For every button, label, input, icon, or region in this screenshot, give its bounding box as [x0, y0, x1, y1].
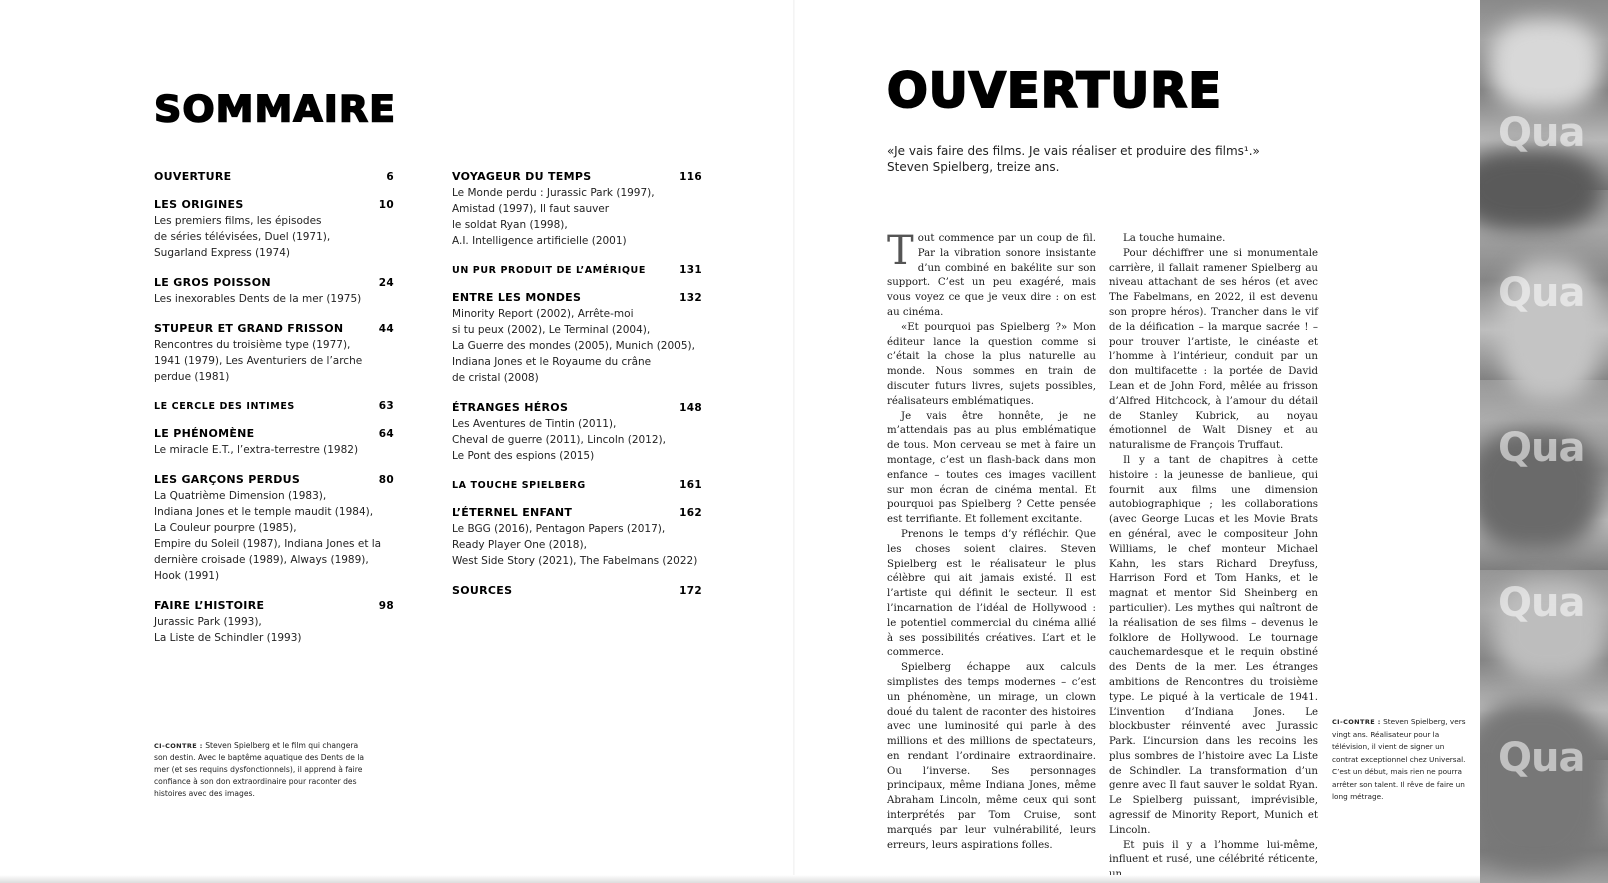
toc-entry-heading [154, 599, 394, 612]
toc-entry [452, 170, 702, 249]
toc-entry-label: UN PUR PRODUIT DE L’AMÉRIQUE [452, 265, 646, 276]
toc-description-line: Hook (1991) [154, 570, 220, 582]
paragraph-text: out commence par un coup de fil. Par la vibration sonore insistante d’un combiné en bakélite sur son support. C’est un peu exagéré, mais vous voyez ce que je veux dire : on est au cinéma. [887, 233, 1096, 318]
toc-entry-page-number: 148 [679, 402, 702, 414]
toc-entry-label: STUPEUR ET GRAND FRISSON [154, 322, 344, 335]
toc-entry-description [154, 337, 394, 385]
toc-entry [452, 506, 702, 569]
toc-description-line: de séries télévisées, Duel (1971), [154, 231, 331, 243]
toc-entry [154, 198, 394, 261]
toc-entry-description [154, 442, 394, 458]
toc-description-line: 1941 (1979), Les Aventuriers de l’arche [154, 355, 363, 367]
toc-entry-label: LA TOUCHE SPIELBERG [452, 480, 586, 491]
toc-entry-heading [154, 198, 394, 211]
toc-entry [452, 401, 702, 464]
toc-description-line: Rencontres du troisième type (1977), [154, 339, 351, 351]
toc-entry-heading [452, 479, 702, 491]
body-paragraph: Je vais être honnête, je ne m’attendais pas au plus emblématique de tous. Mon cerveau se met à faire un montage, c’est un flash-back dans mon enfance – toutes ces images vacillent sur mon écran de cinéma mental. Et pourquoi pas Spielberg ? Cette pensée est terrifiante. Et follement excitante. [887, 410, 1096, 526]
toc-entry-page-number: 63 [378, 400, 394, 412]
toc-entry-page-number: 10 [378, 199, 394, 211]
toc-entry-page-number: 80 [378, 474, 394, 486]
toc-entry-description [452, 521, 702, 569]
toc-entry-page-number: 131 [679, 264, 702, 276]
caption-lead: CI-CONTRE : [1332, 718, 1381, 726]
toc-description-line: Sugarland Express (1974) [154, 247, 290, 259]
toc-entry-label: LES GARÇONS PERDUS [154, 473, 301, 486]
toc-entry-heading [452, 506, 702, 519]
photo-caption-left [154, 740, 369, 800]
toc-entry-page-number: 116 [679, 171, 702, 183]
toc-description-line: Les premiers films, les épisodes [154, 215, 322, 227]
toc-description-line: de cristal (2008) [452, 372, 539, 384]
body-column-2 [1109, 232, 1318, 883]
toc-entry-label: ENTRE LES MONDES [452, 291, 582, 304]
toc-description-line: Amistad (1997), Il faut sauver [452, 203, 610, 215]
body-paragraph: Il y a tant de chapitres à cette histoire : la jeunesse de banlieue, qui fournit aux films une dimension autobiographique ; les collaborations (avec George Lucas et les Movie Brats en général, avec le compositeur John Williams, le chef monteur Michael Kahn, les stars Richard Dreyfuss, Harrison Ford et Tom Hanks, et le magnat et mentor Sid Sheinberg en particulier). Les mythes qui naîtront de la réalisation de ses films – devenus le folklore de Hollywood. Le tournage cauchemardesque et le requin obstiné des Dents de la mer. Les étranges ambitions de Rencontres du troisième type. Le piqué à la verticale de 1941. L’invention d’Indiana Jones. Le blockbuster réinventé avec Jurassic Park. L’incursion dans les recoins les plus sombres de l’histoire avec La Liste de Schindler. La transformation d’un genre avec Il faut sauver le soldat Ryan. Le Spielberg puissant, imprévisible, agressif de Minority Report, Munich et Lincoln. [1109, 454, 1318, 836]
toc-entry [154, 276, 394, 307]
toc-entry-label: LE CERCLE DES INTIMES [154, 401, 295, 412]
toc-entry-page-number: 98 [378, 600, 394, 612]
toc-entry [154, 473, 394, 584]
toc-entry [154, 427, 394, 458]
toc-entry-label: FAIRE L’HISTOIRE [154, 599, 265, 612]
epigraph [887, 143, 1307, 175]
toc-description-line: perdue (1981) [154, 371, 230, 383]
toc-entry-heading [452, 584, 702, 597]
toc-entry-heading [452, 170, 702, 183]
toc-entry-label: VOYAGEUR DU TEMPS [452, 170, 592, 183]
toc-description-line: Le miracle E.T., l’extra-terrestre (1982) [154, 444, 359, 456]
watermark: Qua [1498, 580, 1585, 626]
toc-entry-description [154, 488, 394, 584]
toc-entry-label: LES ORIGINES [154, 198, 244, 211]
body-paragraph: «Et pourquoi pas Spielberg ?» Mon éditeur lance la question comme si c’était la chose la plus naturelle au monde. Nous sommes en train de discuter futurs livres, sujets possibles, réalisateurs emblématiques. [887, 321, 1096, 407]
toc-description-line: Les Aventures de Tintin (2011), [452, 418, 617, 430]
toc-entry-heading [452, 401, 702, 414]
toc-entry [154, 322, 394, 385]
photo-image [1480, 0, 1608, 883]
toc-entry-description [452, 306, 702, 386]
toc-entry-label: L’ÉTERNEL ENFANT [452, 506, 573, 519]
toc-entry-page-number: 172 [679, 585, 702, 597]
toc-entry-page-number: 24 [378, 277, 394, 289]
toc-column-1 [154, 170, 394, 661]
toc-entry-heading [154, 170, 394, 183]
caption-lead: CI-CONTRE : [154, 742, 203, 750]
body-paragraph: Prenons le temps d’y réfléchir. Que les choses soient claires. Steven Spielberg est le réalisateur le plus célèbre qui ait jamais existé. Il est l’artiste qui définit le secteur. Il est l’incarnation de l’idéal de Hollywood : le potentiel commercial du cinéma allié à ses possibilités créatives. L’art et le commerce. [887, 528, 1096, 659]
toc-description-line: Minority Report (2002), Arrête-moi [452, 308, 634, 320]
toc-entry-page-number: 162 [679, 507, 702, 519]
epigraph-quote: «Je vais faire des films. Je vais réaliser et produire des films¹.» [887, 144, 1260, 158]
photo-caption-right [1332, 716, 1467, 804]
toc-description-line: Jurassic Park (1993), [154, 616, 262, 628]
toc-entry-description [452, 185, 702, 249]
toc-entry-page-number: 132 [679, 292, 702, 304]
body-paragraph: Et puis il y a l’homme lui-même, influent et rusé, une célébrité réticente, [1109, 839, 1318, 866]
watermark: Qua [1498, 270, 1585, 316]
page-title: SOMMAIRE [154, 88, 397, 130]
toc-entry-label: OUVERTURE [154, 170, 232, 183]
body-paragraph: La touche humaine. [1123, 233, 1226, 244]
toc-description-line: Le BGG (2016), Pentagon Papers (2017), [452, 523, 666, 535]
toc-description-line: le soldat Ryan (1998), [452, 219, 568, 231]
toc-description-line: Le Monde perdu : Jurassic Park (1997), [452, 187, 655, 199]
toc-entry-heading [452, 264, 702, 276]
toc-description-line: Empire du Soleil (1987), Indiana Jones et la [154, 538, 382, 550]
toc-description-line: La Liste de Schindler (1993) [154, 632, 302, 644]
toc-description-line: West Side Story (2021), The Fabelmans (2022) [452, 555, 698, 567]
drop-cap: T [887, 228, 914, 274]
toc-entry-description [452, 416, 702, 464]
toc-entry [452, 479, 702, 491]
body-paragraph [887, 228, 1096, 321]
toc-entry-heading [154, 473, 394, 486]
toc-description-line: La Couleur pourpre (1985), [154, 522, 297, 534]
toc-entry-label: LE GROS POISSON [154, 276, 271, 289]
toc-description-line: Les inexorables Dents de la mer (1975) [154, 293, 362, 305]
toc-entry-label: ÉTRANGES HÉROS [452, 401, 569, 414]
toc-description-line: Cheval de guerre (2011), Lincoln (2012), [452, 434, 666, 446]
toc-description-line: A.I. Intelligence artificielle (2001) [452, 235, 627, 247]
left-page [0, 0, 795, 883]
toc-description-line: Le Pont des espions (2015) [452, 450, 595, 462]
toc-entry-page-number: 161 [679, 479, 702, 491]
toc-entry-page-number: 44 [378, 323, 394, 335]
toc-entry [452, 584, 702, 597]
toc-entry [452, 291, 702, 386]
toc-entry [154, 400, 394, 412]
epigraph-author: Steven Spielberg, treize ans. [887, 160, 1060, 174]
chapter-title: OUVERTURE [887, 63, 1222, 119]
body-paragraph: Spielberg échappe aux calculs simplistes des temps modernes – c’est un phénomène, un mirage, un clown doué du talent de raconter des histoires avec une luminosité qui parle à des millions et des millions de spectateurs, en rendant l’ordinaire extraordinaire. Ou l’inverse. Ses personnages principaux, même Indiana Jones, même Abraham Lincoln, même ceux qui sont interprétés par Tom Cruise, sont marqués par leur vulnérabilité, leurs erreurs, leurs aspirations folles. [887, 662, 1096, 851]
body-paragraph: Pour déchiffrer une si monumentale carrière, il fallait ramener Spielberg au niveau attachant de ses héros (et avec The Fabelmans, en 2022, il est devenu son propre héros). Trancher dans le vif de la déification – la marque sacrée ! – pour trouver l’artiste, le cinéaste et l’homme à l’intérieur, conduit par un don multifacette : la portée de David Lean et de John Ford, mêlée au frisson d’Alfred Hitchcock, à l’amour du détail de Stanley Kubrick, au noyau émotionnel de Walt Disney et au naturalisme de François Truffaut. [1109, 247, 1318, 452]
toc-entry-page-number: 64 [378, 428, 394, 440]
toc-entry-heading [154, 276, 394, 289]
watermark: Qua [1498, 425, 1585, 471]
toc-description-line: Indiana Jones et le Royaume du crâne [452, 356, 652, 368]
page-bottom-edge [0, 875, 1480, 883]
toc-entry [154, 599, 394, 646]
toc-entry-heading [154, 400, 394, 412]
toc-entry-description [154, 213, 394, 261]
toc-description-line: La Quatrième Dimension (1983), [154, 490, 327, 502]
toc-entry-description [154, 291, 394, 307]
caption-text: Steven Spielberg, vers vingt ans. Réalisateur pour la télévision, il vient de signer un contrat exceptionnel chez Universal. C’est un début, mais rien ne pourra arrêter son talent. Il rêve de faire un long métrage. [1332, 717, 1466, 801]
toc-description-line: Ready Player One (2018), [452, 539, 587, 551]
toc-entry-label: LE PHÉNOMÈNE [154, 427, 255, 440]
body-column-1 [887, 228, 1096, 853]
toc-description-line: Indiana Jones et le temple maudit (1984), [154, 506, 374, 518]
toc-entry-heading [154, 322, 394, 335]
caption-text: Steven Spielberg et le film qui changera son destin. Avec le baptême aquatique des Dents de la mer (et ses requins dysfonctionnels), il apprend à faire confiance à son don extraordinaire pour raconter des histoires avec des images. [154, 741, 365, 798]
watermark: Qua [1498, 735, 1585, 781]
toc-description-line: La Guerre des mondes (2005), Munich (2005), [452, 340, 695, 352]
toc-entry-description [154, 614, 394, 646]
toc-entry [154, 170, 394, 183]
toc-entry [452, 264, 702, 276]
toc-entry-heading [154, 427, 394, 440]
watermark: Qua [1498, 110, 1585, 156]
toc-entry-page-number: 6 [386, 171, 394, 183]
toc-description-line: dernière croisade (1989), Always (1989), [154, 554, 369, 566]
toc-entry-label: SOURCES [452, 584, 513, 597]
toc-description-line: si tu peux (2002), Le Terminal (2004), [452, 324, 651, 336]
toc-entry-heading [452, 291, 702, 304]
toc-column-2 [452, 170, 702, 612]
